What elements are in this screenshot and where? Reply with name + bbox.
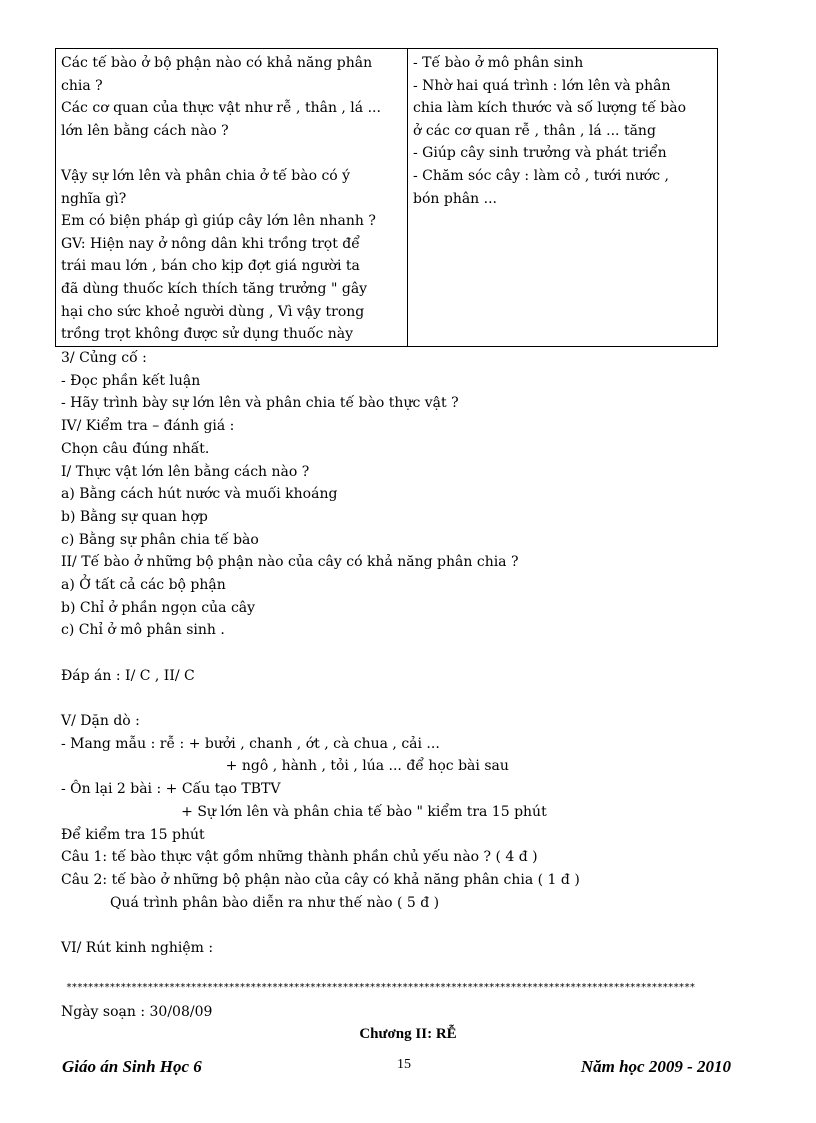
footer-left: Giáo án Sinh Học 6 — [62, 1057, 202, 1076]
body-line: a) Bằng cách hút nước và muối khoáng — [61, 486, 338, 503]
table-row — [56, 49, 718, 347]
table-line: - Nhờ hai quá trình : lớn lên và phân — [413, 77, 671, 94]
body-line: + ngô , hành , tỏi , lúa ... để học bài sau — [61, 758, 509, 775]
body-line: - Hãy trình bày sự lớn lên và phân chia tế bào thực vật ? — [61, 395, 459, 412]
body-line: VI/ Rút kinh nghiệm : — [61, 939, 214, 956]
table-line: đã dùng thuốc kích thích tăng trưởng " gây — [61, 280, 368, 297]
table-line: Em có biện pháp gì giúp cây lớn lên nhanh ? — [61, 213, 376, 230]
body-line: I/ Thực vật lớn lên bằng cách nào ? — [61, 463, 310, 480]
blank-line — [61, 687, 761, 710]
answer-key: Đáp án : I/ C , II/ C — [61, 667, 195, 684]
blank-line — [61, 142, 403, 165]
table-line: - Tế bào ở mô phân sinh — [413, 55, 584, 71]
table-line: Các tế bào ở bộ phận nào có khả năng phân — [61, 55, 373, 71]
table-line: - Giúp cây sinh trưởng và phát triển — [413, 145, 667, 162]
separator-line: ******************************************************************************************************************** — [66, 982, 695, 993]
table-line: GV: Hiện nay ở nông dân khi trồng trọt để — [61, 235, 360, 252]
body-line: c) Bằng sự phân chia tế bào — [61, 531, 259, 548]
questions-cell — [56, 49, 408, 347]
lesson-table — [55, 48, 718, 347]
body-line: 3/ Củng cố : — [61, 350, 147, 366]
table-line: nghĩa gì? — [61, 190, 127, 207]
body-line: - Mang mẫu : rễ : + bưởi , chanh , ớt , cà chua , cải ... — [61, 735, 440, 752]
body-line: b) Bằng sự quan hợp — [61, 508, 208, 525]
body-line: + Sự lớn lên và phân chia tế bào " kiểm tra 15 phút — [61, 803, 547, 820]
body-line: Quá trình phân bào diễn ra như thế nào ( 5 đ ) — [61, 894, 440, 911]
table-line: chia làm kích thước và số lượng tế bào — [413, 100, 687, 117]
table-line: - Chăm sóc cây : làm cỏ , tưới nước , — [413, 167, 669, 184]
table-line: ở các cơ quan rễ , thân , lá ... tăng — [413, 122, 656, 139]
body-line: Câu 2: tế bào ở những bộ phận nào của cây có khả năng phân chia ( 1 đ ) — [61, 871, 580, 888]
table-line: lớn lên bằng cách nào ? — [61, 122, 229, 139]
footer-right: Năm học 2009 - 2010 — [580, 1057, 731, 1076]
table-line: trồng trọt không được sử dụng thuốc này — [61, 326, 354, 343]
body-line: II/ Tế bào ở những bộ phận nào của cây có khả năng phân chia ? — [61, 554, 519, 571]
body-line: a) Ở tất cả các bộ phận — [61, 577, 226, 594]
table-line: chia ? — [61, 77, 103, 94]
table-line: Vậy sự lớn lên và phân chia ở tế bào có ý — [61, 167, 351, 184]
body-line: c) Chỉ ở mô phân sinh . — [61, 622, 225, 639]
body-line: IV/ Kiểm tra – đánh giá : — [61, 418, 235, 435]
table-line: hại cho sức khoẻ người dùng , Vì vậy trong — [61, 303, 365, 320]
body-line: Câu 1: tế bào thực vật gồm những thành phần chủ yếu nào ? ( 4 đ ) — [61, 849, 538, 866]
body-line: - Đọc phần kết luận — [61, 372, 201, 389]
chapter-title: Chương II: RỄ — [359, 1026, 457, 1042]
table-line: Các cơ quan của thực vật như rễ , thân , lá ... — [61, 100, 381, 117]
prep-date: Ngày soạn : 30/08/09 — [61, 1004, 213, 1020]
lesson-body — [61, 347, 761, 960]
blank-line — [61, 642, 761, 665]
answers-cell — [408, 49, 718, 347]
table-line: bón phân ... — [413, 190, 497, 207]
body-line: Chọn câu đúng nhất. — [61, 440, 210, 457]
body-line: - Ôn lại 2 bài : + Cấu tạo TBTV — [61, 781, 281, 798]
table-line: trái mau lớn , bán cho kịp đợt giá người ta — [61, 258, 360, 275]
body-line: V/ Dặn dò : — [61, 713, 140, 730]
body-line: Để kiểm tra 15 phút — [61, 826, 205, 843]
page-number: 15 — [397, 1057, 411, 1072]
body-line: b) Chỉ ở phần ngọn của cây — [61, 599, 256, 616]
blank-line — [61, 914, 761, 937]
